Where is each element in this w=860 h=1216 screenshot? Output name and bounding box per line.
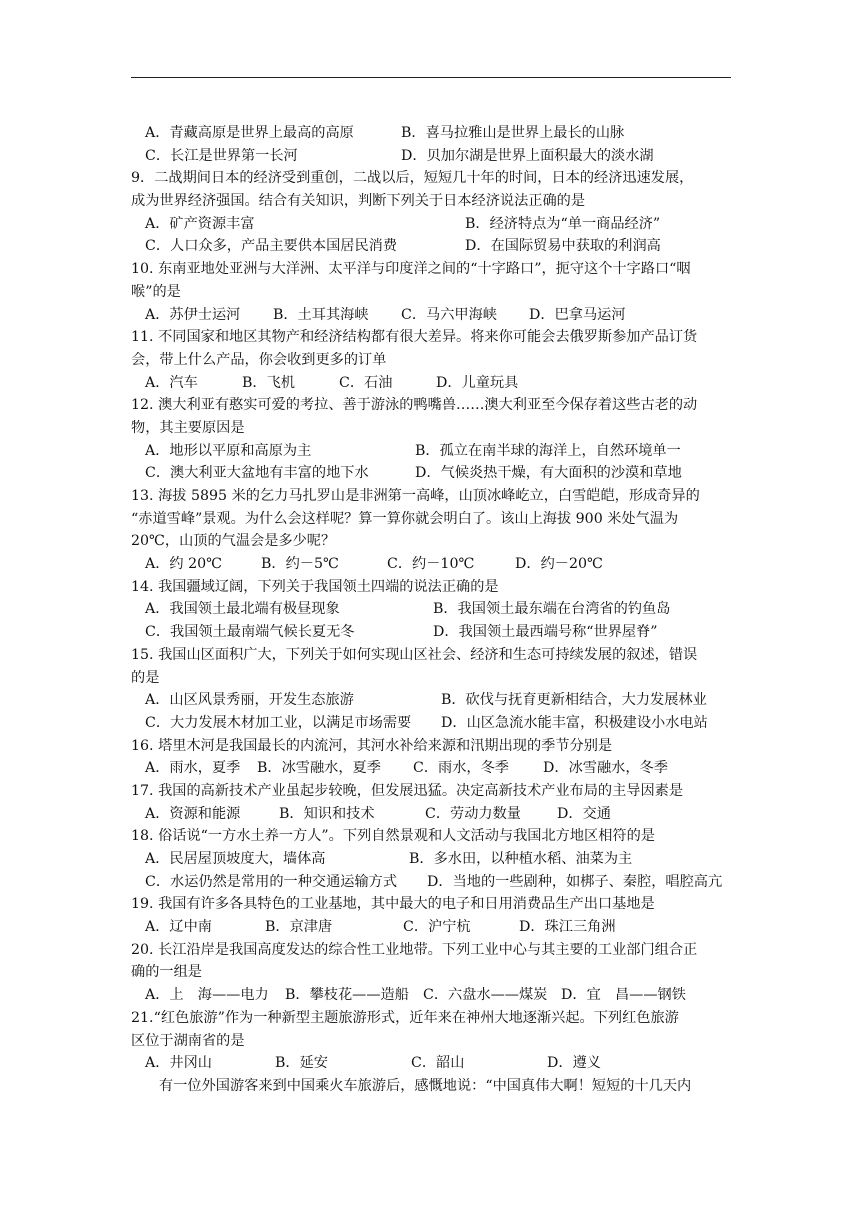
answer-options-row bbox=[131, 598, 741, 621]
answer-options-row bbox=[131, 916, 741, 939]
question-stem-line: 12. 澳大利亚有憨实可爱的考拉、善于游泳的鸭嘴兽……澳大利亚至今保存着这些古老的动 bbox=[131, 397, 698, 414]
answer-options-row bbox=[131, 871, 741, 894]
answer-option: B．飞机 bbox=[242, 374, 295, 391]
answer-options-row bbox=[131, 1052, 741, 1075]
question-stem-line: 成为世界经济强国。结合有关知识，判断下列关于日本经济说法正确的是 bbox=[131, 193, 586, 210]
question-stem-line: 19. 我国有许多各具特色的工业基地，其中最大的电子和日用消费品生产出口基地是 bbox=[131, 896, 655, 913]
answer-option: A．汽车 bbox=[145, 374, 198, 391]
question-stem-line: 21.“红色旅游”作为一种新型主题旅游形式，近年来在神州大地逐渐兴起。下列红色旅游 bbox=[131, 1009, 679, 1026]
question-stem-line: 20℃，山顶的气温会是多少呢？ bbox=[131, 533, 336, 550]
answer-options-row bbox=[131, 145, 741, 168]
answer-option: C．人口众多，产品主要供本国居民消费 bbox=[145, 238, 398, 255]
answer-option: C．澳大利亚大盆地有丰富的地下水 bbox=[145, 465, 369, 482]
answer-option: B．攀枝花——造船 bbox=[285, 987, 409, 1004]
answer-option: D．气候炎热干燥，有大面积的沙漠和草地 bbox=[415, 465, 682, 482]
answer-option: B．京津唐 bbox=[265, 919, 333, 936]
answer-option: C．石油 bbox=[339, 374, 393, 391]
answer-option: D．巴拿马运河 bbox=[529, 306, 626, 323]
question-stem-line: 物，其主要原因是 bbox=[131, 419, 245, 436]
answer-option: B．土耳其海峡 bbox=[273, 306, 369, 323]
question-body bbox=[131, 122, 741, 1098]
question-stem-line: 9．二战期间日本的经济受到重创，二战以后，短短几十年的时间，日本的经济迅速发展， bbox=[131, 170, 694, 187]
question-stem-line: 喉”的是 bbox=[131, 283, 181, 300]
answer-options-row bbox=[131, 235, 741, 258]
question-stem-line: 确的一组是 bbox=[131, 964, 202, 981]
answer-option: D．遵义 bbox=[547, 1055, 601, 1072]
answer-option: A．我国领土最北端有极昼现象 bbox=[145, 601, 340, 618]
answer-options-row bbox=[131, 213, 741, 236]
answer-options-row bbox=[131, 848, 741, 871]
answer-options-row bbox=[131, 304, 741, 327]
question-stem-line: 20. 长江沿岸是我国高度发达的综合性工业地带。下列工业中心与其主要的工业部门组合正 bbox=[131, 941, 698, 958]
answer-option: C．马六甲海峡 bbox=[401, 306, 497, 323]
answer-option: D．贝加尔湖是世界上面积最大的淡水湖 bbox=[401, 147, 654, 164]
question-stem-line: 10. 东南亚地处亚洲与大洋洲、太平洋与印度洋之间的“十字路口”，扼守这个十字路口“咽 bbox=[131, 261, 691, 278]
answer-option: D．冰雪融水，冬季 bbox=[543, 760, 668, 777]
answer-options-row bbox=[131, 757, 741, 780]
header-rule bbox=[131, 77, 731, 78]
answer-option: D．当地的一些剧种，如梆子、秦腔，唱腔高亢 bbox=[427, 873, 723, 890]
answer-option: D．我国领土最西端号称“世界屋脊” bbox=[433, 624, 658, 641]
answer-option: C．长江是世界第一长河 bbox=[145, 147, 298, 164]
answer-option: C．韶山 bbox=[411, 1055, 465, 1072]
answer-option: B．孤立在南半球的海洋上，自然环境单一 bbox=[415, 442, 681, 459]
answer-option: B．经济特点为“单一商品经济” bbox=[465, 215, 661, 232]
answer-option: A．辽中南 bbox=[145, 919, 212, 936]
answer-options-row bbox=[131, 712, 741, 735]
answer-option: B．多水田，以种植水稻、油菜为主 bbox=[409, 851, 633, 867]
question-stem-line: 15. 我国山区面积广大，下列关于如何实现山区社会、经济和生态可持续发展的叙述，错误 bbox=[131, 646, 698, 663]
answer-option: B．延安 bbox=[275, 1055, 328, 1072]
answer-option: B．约－5℃ bbox=[261, 556, 339, 573]
answer-option: A．矿产资源丰富 bbox=[145, 215, 255, 232]
answer-options-row bbox=[131, 372, 741, 395]
answer-option: B．冰雪融水，夏季 bbox=[257, 760, 381, 777]
answer-option: A．资源和能源 bbox=[145, 805, 241, 822]
answer-options-row bbox=[131, 689, 741, 712]
answer-option: C．水运仍然是常用的一种交通运输方式 bbox=[145, 873, 398, 890]
question-stem-line: 17. 我国的高新技术产业虽起步较晚，但发展迅猛。决定高新技术产业布局的主导因素是 bbox=[131, 782, 684, 799]
answer-option: D．交通 bbox=[557, 805, 611, 822]
question-stem-line: 的是 bbox=[131, 669, 160, 686]
answer-option: A．约 20℃ bbox=[145, 556, 223, 573]
answer-option: A．井冈山 bbox=[145, 1055, 212, 1072]
answer-option: A．雨水，夏季 bbox=[145, 760, 241, 777]
question-stem-line: 区位于湖南省的是 bbox=[131, 1032, 245, 1049]
answer-option: C．我国领土最南端气候长夏无冬 bbox=[145, 624, 355, 641]
question-stem-line: “赤道雪峰”景观。为什么会这样呢？算一算你就会明白了。该山上海拔 900 米处气温为 bbox=[131, 510, 679, 527]
question-stem-line: 18. 俗话说“一方水土养一方人”。下列自然景观和人文活动与我国北方地区相符的是 bbox=[131, 828, 655, 845]
answer-option: C．六盘水——煤炭 bbox=[423, 987, 548, 1004]
answer-option: D．在国际贸易中获取的利润高 bbox=[465, 238, 661, 255]
answer-option: B．喜马拉雅山是世界上最长的山脉 bbox=[401, 125, 625, 141]
answer-option: A．民居屋顶坡度大，墙体高 bbox=[145, 851, 326, 867]
answer-option: A．地形以平原和高原为主 bbox=[145, 442, 312, 459]
answer-options-row bbox=[131, 803, 741, 826]
answer-options-row bbox=[131, 122, 741, 145]
answer-option: A．青藏高原是世界上最高的高原 bbox=[145, 125, 354, 141]
answer-option: C．大力发展木材加工业，以满足市场需要 bbox=[145, 714, 412, 731]
question-stem-line: 会，带上什么产品，你会收到更多的订单 bbox=[131, 351, 387, 368]
answer-option: A．上 海——电力 bbox=[145, 987, 269, 1004]
question-stem-line: 11. 不同国家和地区其物产和经济结构都有很大差异。将来你可能会去俄罗斯参加产品订货 bbox=[131, 329, 698, 346]
answer-option: A．苏伊士运河 bbox=[145, 306, 241, 323]
passage-line: 有一位外国游客来到中国乘火车旅游后，感慨地说：“中国真伟大啊！短短的十几天内 bbox=[159, 1077, 692, 1094]
answer-option: A．山区风景秀丽，开发生态旅游 bbox=[145, 692, 354, 709]
answer-option: C．雨水，冬季 bbox=[413, 760, 509, 777]
answer-option: B．砍伐与抚育更新相结合，大力发展林业 bbox=[441, 692, 707, 709]
answer-option: B．我国领土最东端在台湾省的钓鱼岛 bbox=[433, 601, 671, 618]
answer-option: C．约－10℃ bbox=[387, 556, 475, 573]
answer-option: C．沪宁杭 bbox=[403, 919, 471, 936]
answer-options-row bbox=[131, 462, 741, 485]
answer-option: D．约－20℃ bbox=[515, 556, 603, 573]
answer-option: D．儿童玩具 bbox=[436, 374, 519, 391]
answer-option: D．山区急流水能丰富，积极建设小水电站 bbox=[441, 714, 708, 731]
answer-options-row bbox=[131, 440, 741, 463]
answer-option: B．知识和技术 bbox=[279, 805, 375, 822]
answer-options-row bbox=[131, 621, 741, 644]
answer-option: C．劳动力数量 bbox=[425, 805, 521, 822]
answer-options-row bbox=[131, 984, 741, 1007]
question-stem-line: 16. 塔里木河是我国最长的内流河，其河水补给来源和汛期出现的季节分别是 bbox=[131, 737, 613, 754]
answer-option: D．宜 昌——钢铁 bbox=[561, 987, 686, 1004]
question-stem-line: 14. 我国疆域辽阔，下列关于我国领土四端的说法正确的是 bbox=[131, 578, 499, 595]
question-stem-line: 13. 海拔 5895 米的乞力马扎罗山是非洲第一高峰，山顶冰峰屹立，白雪皑皑，形成奇异的 bbox=[131, 488, 700, 504]
answer-options-row bbox=[131, 553, 741, 576]
answer-option: D．珠江三角洲 bbox=[519, 919, 616, 936]
